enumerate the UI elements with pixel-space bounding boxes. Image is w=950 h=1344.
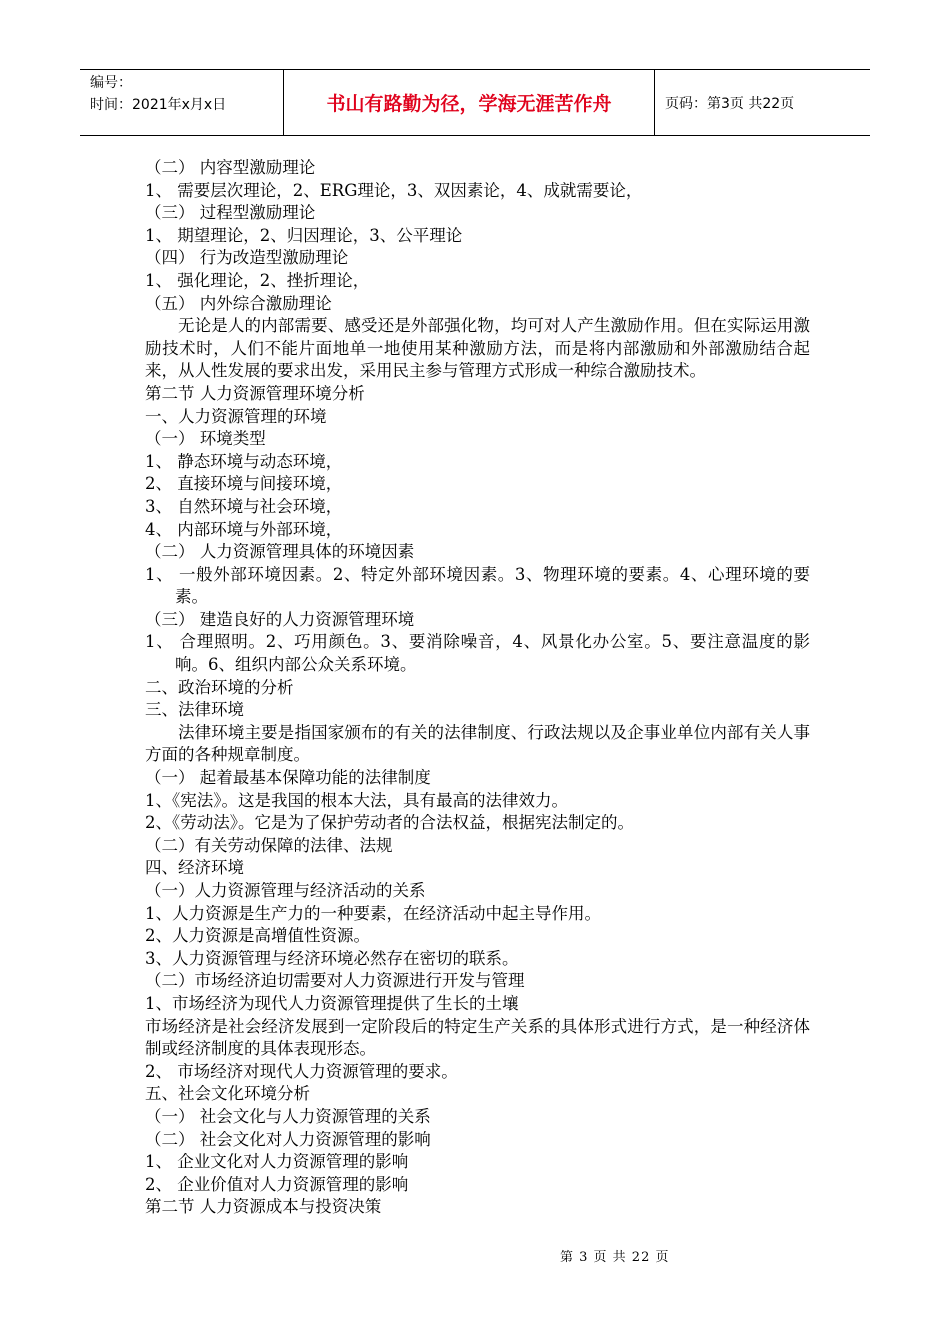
list-item: 1、人力资源是生产力的一种要素，在经济活动中起主导作用。 <box>145 903 601 923</box>
list-item: 1、 企业文化对人力资源管理的影响 <box>145 1152 409 1172</box>
section-heading: 四、经济环境 <box>145 858 244 878</box>
list-item: 1、 需要层次理论，2、ERG理论，3、双因素论，4、成就需要论， <box>145 180 643 200</box>
header-motto: 书山有路勤为径，学海无涯苦作舟 <box>284 70 655 135</box>
subsection-heading: （一）人力资源管理与经济活动的关系 <box>145 881 426 900</box>
subsection-heading: （三） 建造良好的人力资源管理环境 <box>145 609 415 629</box>
body-paragraph: 市场经济是社会经济发展到一定阶段后的特定生产关系的具体形式进行方式，是一种经济体制或经济制度的具体表现形态。 <box>145 1016 810 1059</box>
section-heading: 五、社会文化环境分析 <box>145 1084 310 1104</box>
subsection-heading: （一） 起着最基本保障功能的法律制度 <box>145 768 431 788</box>
list-item: 1、 合理照明。2、巧用颜色。3、要消除噪音，4、风景化办公室。5、要注意温度的影响。6、组织内部公众关系环境。 <box>145 632 810 675</box>
section-heading: （五） 内外综合激励理论 <box>145 293 332 313</box>
chapter-heading: 第二节 人力资源管理环境分析 <box>145 383 365 403</box>
subsection-heading: （二）市场经济迫切需要对人力资源进行开发与管理 <box>145 971 525 991</box>
body-paragraph: 法律环境主要是指国家颁布的有关的法律制度、行政法规以及企事业单位内部有关人事方面的各种规章制度。 <box>145 722 810 765</box>
section-heading: 一、人力资源管理的环境 <box>145 406 327 426</box>
section-heading: 三、法律环境 <box>145 700 244 720</box>
chapter-heading: 第二节 人力资源成本与投资决策 <box>145 1197 382 1217</box>
list-item: 2、 市场经济对现代人力资源管理的要求。 <box>145 1061 458 1081</box>
list-item: 1、《宪法》。这是我国的根本大法，具有最高的法律效力。 <box>145 790 568 810</box>
section-heading: （三） 过程型激励理论 <box>145 203 316 223</box>
subsection-heading: （一） 环境类型 <box>145 429 266 449</box>
list-item: 1、 一般外部环境因素。2、特定外部环境因素。3、物理环境的要素。4、心理环境的要素。 <box>145 564 810 607</box>
list-item: 1、 强化理论，2、挫折理论， <box>145 270 370 290</box>
list-item: 2、人力资源是高增值性资源。 <box>145 926 370 946</box>
section-heading: （四） 行为改造型激励理论 <box>145 248 349 268</box>
list-item: 2、 直接环境与间接环境， <box>145 474 343 494</box>
list-item: 2、 企业价值对人力资源管理的影响 <box>145 1174 409 1194</box>
list-item: 1、 期望理论，2、归因理论，3、公平理论 <box>145 225 463 245</box>
subsection-heading: （二） 人力资源管理具体的环境因素 <box>145 542 415 562</box>
section-heading: 二、政治环境的分析 <box>145 677 294 697</box>
list-item: 1、 静态环境与动态环境， <box>145 451 343 471</box>
subsection-heading: （一） 社会文化与人力资源管理的关系 <box>145 1106 431 1126</box>
subsection-heading: （二）有关劳动保障的法律、法规 <box>145 835 393 855</box>
list-item: 3、人力资源管理与经济环境必然存在密切的联系。 <box>145 948 519 968</box>
subsection-heading: （二） 社会文化对人力资源管理的影响 <box>145 1129 431 1149</box>
header-meta <box>80 70 284 135</box>
document-time-label: 时间：2021年x月x日 <box>90 97 227 113</box>
body-paragraph: 无论是人的内部需要、感受还是外部强化物，均可对人产生激励作用。但在实际运用激励技术时，人们不能片面地单一地使用某种激励方法，而是将内部激励和外部激励结合起来，从人性发展的要求出发，采用民主参与管理方式形成一种综合激励技术。 <box>145 316 810 381</box>
list-item: 3、 自然环境与社会环境， <box>145 496 343 516</box>
page-header <box>80 69 870 136</box>
list-item: 1、市场经济为现代人力资源管理提供了生长的土壤 <box>145 993 519 1013</box>
document-body <box>145 157 810 1219</box>
list-item: 4、 内部环境与外部环境， <box>145 519 343 539</box>
document-number-label: 编号： <box>90 75 132 91</box>
header-page-info: 页码：第3页 共22页 <box>665 95 795 112</box>
page-footer: 第 3 页 共 22 页 <box>560 1250 670 1265</box>
list-item: 2、《劳动法》。它是为了保护劳动者的合法权益，根据宪法制定的。 <box>145 813 634 833</box>
section-heading: （二） 内容型激励理论 <box>145 158 316 177</box>
